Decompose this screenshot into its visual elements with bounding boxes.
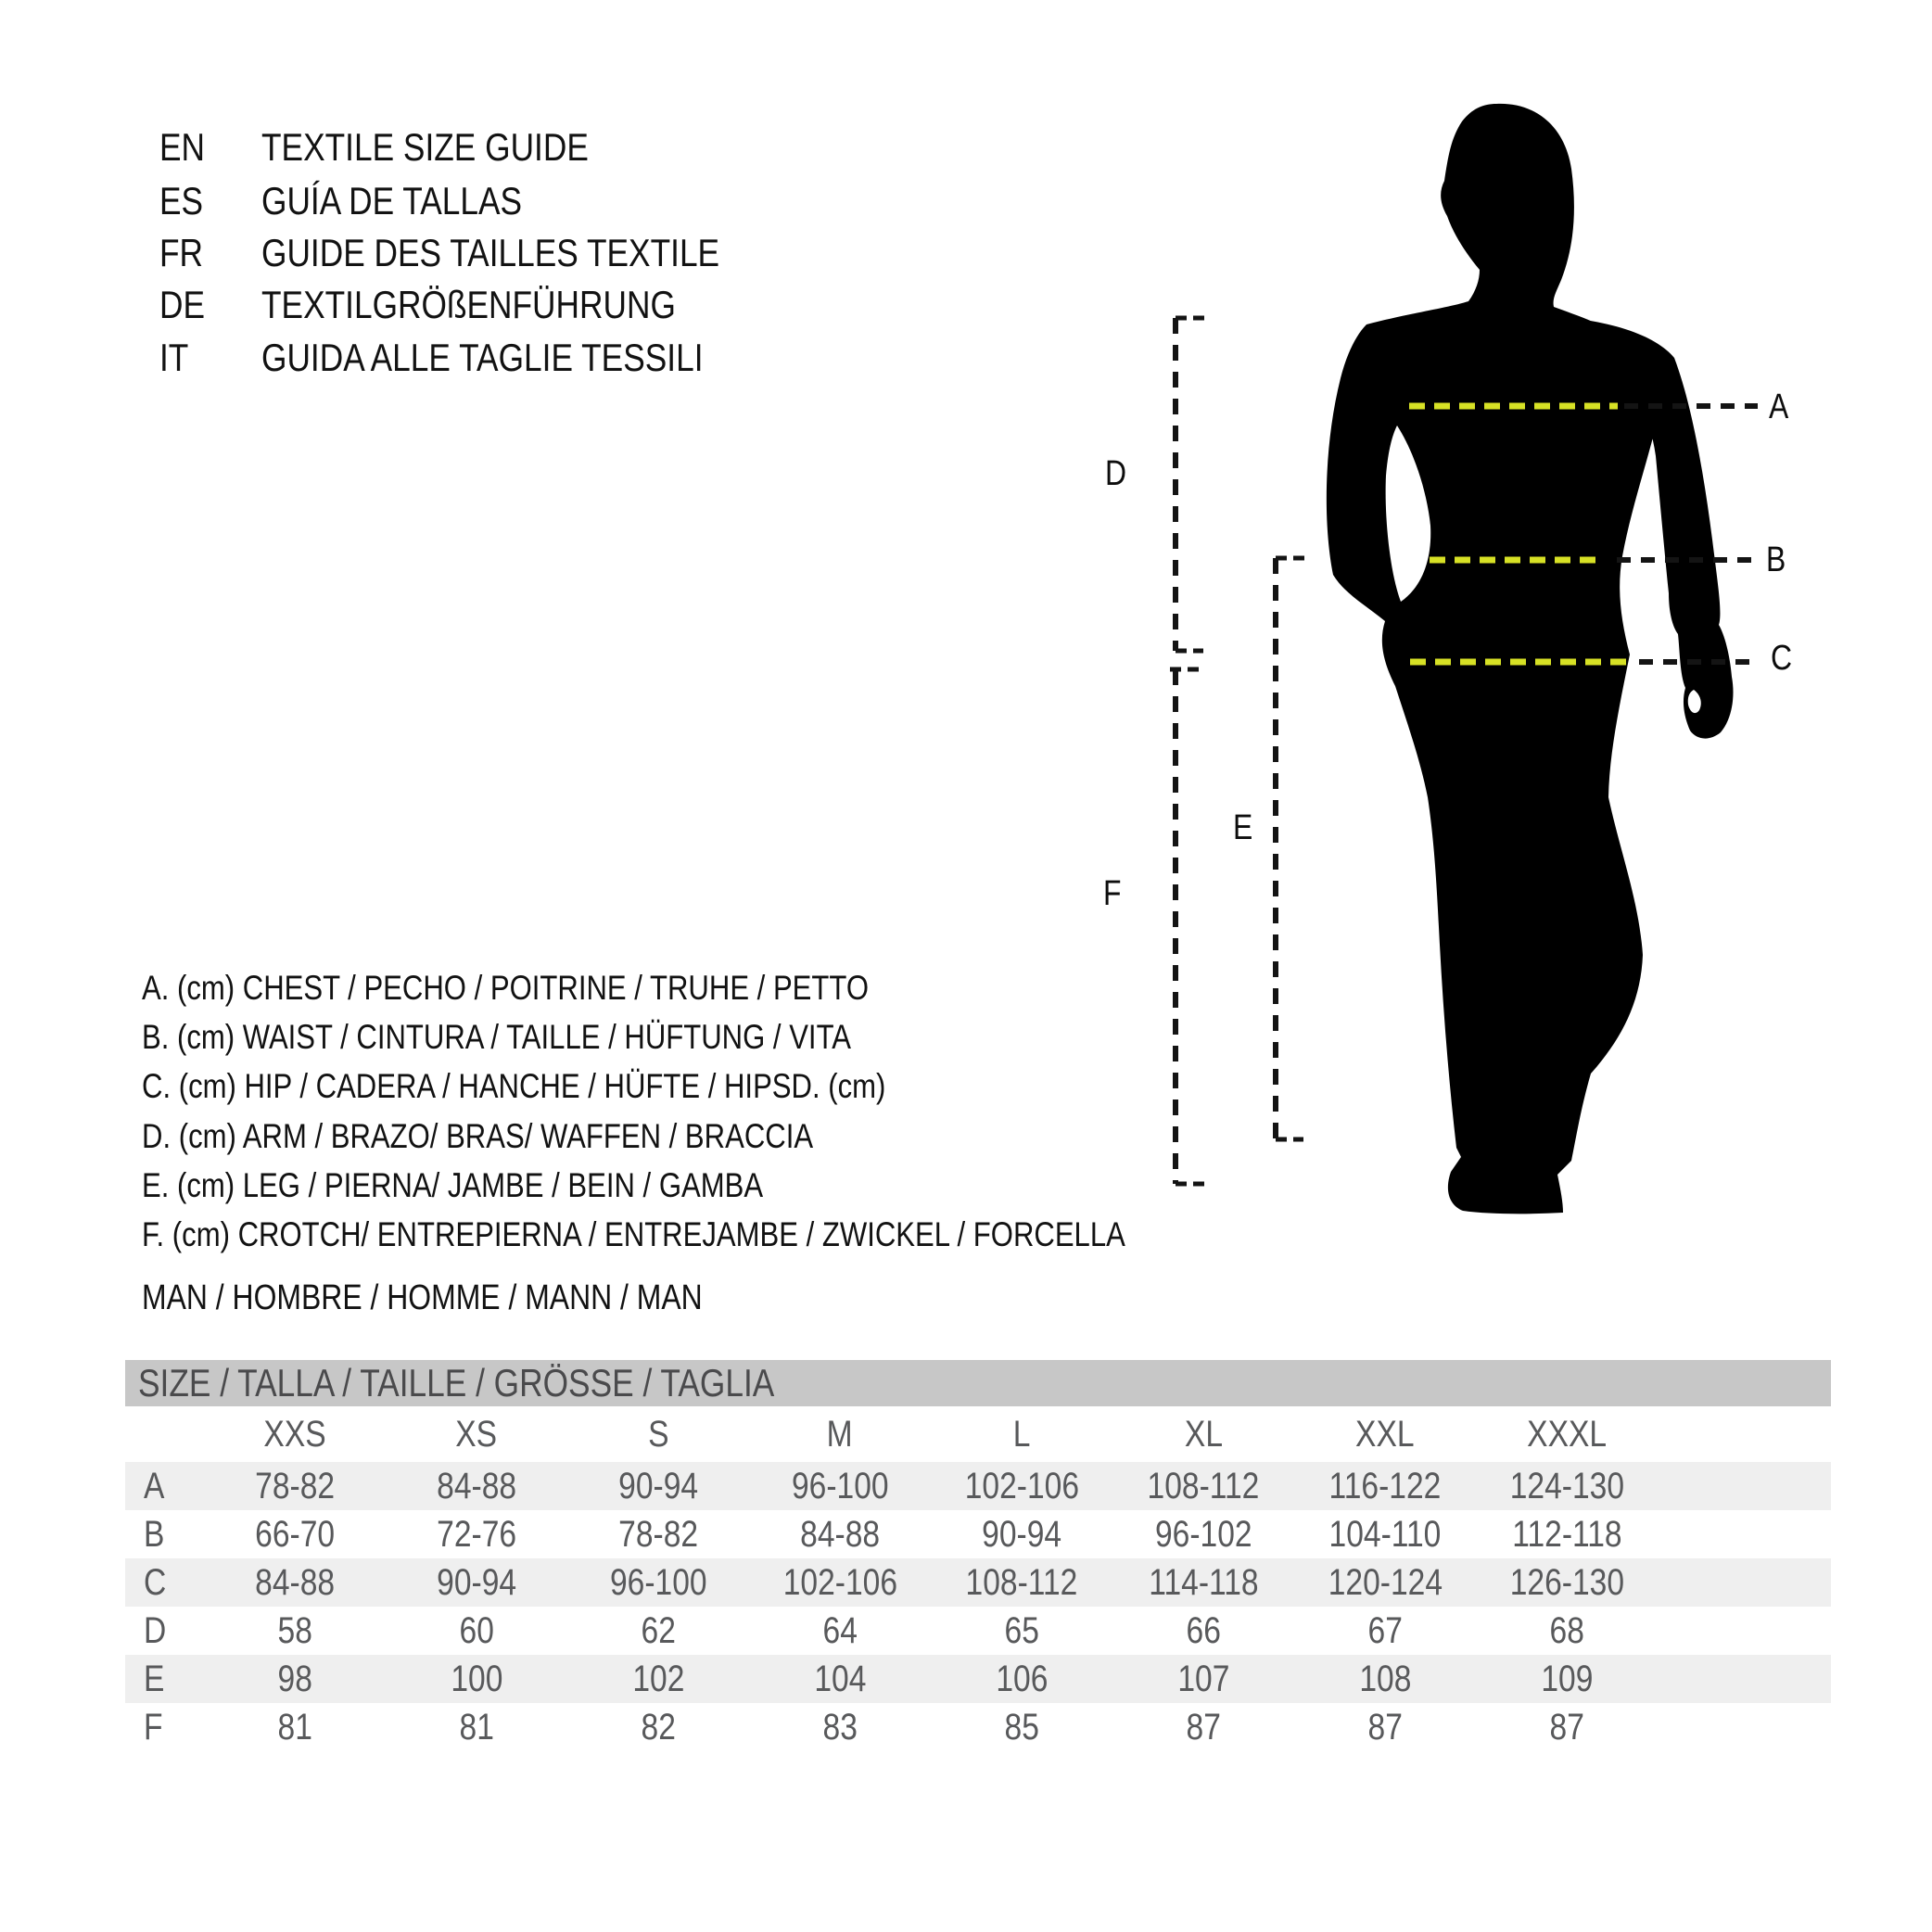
table-cell: 104 [813,1658,867,1699]
table-cell: 108-112 [965,1561,1078,1603]
legend-text: D. (cm) ARM / BRAZO/ BRAS/ WAFFEN / BRACCIA [142,1117,814,1155]
marker-chest-label: A [1769,388,1789,426]
lang-code: DE [159,283,206,326]
legend-item-arm [142,1114,941,1159]
table-cell: 81 [459,1706,494,1748]
table-cell: 96-100 [609,1561,707,1603]
legend-text: F. (cm) CROTCH/ ENTREPIERNA / ENTREJAMBE / ZWICKEL / FORCELLA [142,1215,1125,1253]
table-cell: 81 [277,1706,312,1748]
table-cell: 72-76 [437,1513,516,1555]
marker-hip [1771,640,1796,677]
row-label: E [144,1658,165,1699]
row-label: B [144,1513,165,1555]
table-cell: 107 [1176,1658,1230,1699]
row-label: A [144,1465,165,1506]
size-table [125,1360,1831,1751]
guide-title: GUIDE DES TAILLES TEXTILE [261,231,720,274]
marker-arm-label: D [1105,454,1127,493]
table-cell: 90-94 [982,1513,1061,1555]
legend-item-hip [142,1064,1027,1109]
table-cell: 112-118 [1511,1513,1622,1555]
table-cell: 114-118 [1148,1561,1259,1603]
table-cell: 64 [822,1609,858,1651]
table-cell: 96-100 [791,1465,889,1506]
table-cell: 100 [450,1658,503,1699]
table-cell: 102-106 [782,1561,897,1603]
row-label: C [144,1561,167,1603]
table-cell: 104-110 [1328,1513,1442,1555]
table-cell: 108-112 [1147,1465,1260,1506]
table-cell: 87 [1186,1706,1221,1748]
table-cell: 84-88 [255,1561,335,1603]
row-label: D [144,1609,167,1651]
table-cell: 60 [459,1609,494,1651]
table-cell: 84-88 [437,1465,516,1506]
table-cell: 78-82 [618,1513,698,1555]
legend-item-waist [142,1015,986,1060]
legend-item-chest [142,966,1007,1010]
column-header: XXXL [1527,1413,1607,1455]
marker-crotch [1103,875,1125,912]
table-cell: 66 [1186,1609,1221,1651]
marker-hip-label: C [1771,639,1793,678]
table-row-waist [125,1510,1831,1558]
table-cell: 96-102 [1154,1513,1252,1555]
category-line [142,1276,809,1320]
table-cell: 65 [1004,1609,1039,1651]
table-cell: 67 [1367,1609,1403,1651]
table-cell: 90-94 [437,1561,516,1603]
table-cell: 126-130 [1509,1561,1624,1603]
category-line-text: MAN / HOMBRE / HOMME / MANN / MAN [142,1278,703,1317]
lang-code: IT [159,336,189,379]
table-row-leg [125,1655,1831,1703]
table-cell: 102 [631,1658,685,1699]
table-cell: 87 [1367,1706,1403,1748]
guide-title: TEXTILGRÖßENFÜHRUNG [261,283,676,326]
column-header: XL [1184,1413,1223,1455]
legend-item-crotch [142,1213,1313,1257]
table-cell: 98 [277,1658,312,1699]
table-cell: 102-106 [964,1465,1079,1506]
legend-text: A. (cm) CHEST / PECHO / POITRINE / TRUHE / PETTO [142,969,870,1007]
marker-arm [1105,455,1130,492]
guide-title: TEXTILE SIZE GUIDE [261,125,589,169]
table-row-hip [125,1558,1831,1607]
table-cell: 82 [641,1706,676,1748]
table-cell: 120-124 [1328,1561,1443,1603]
table-cell: 109 [1540,1658,1594,1699]
marker-waist [1766,541,1789,578]
column-header: XXL [1355,1413,1415,1455]
table-cell: 62 [641,1609,676,1651]
guide-title: GUÍA DE TALLAS [261,179,523,222]
legend-text: B. (cm) WAIST / CINTURA / TAILLE / HÜFTUNG / VITA [142,1018,851,1056]
table-cell: 90-94 [618,1465,698,1506]
marker-leg-label: E [1233,808,1253,847]
table-cell: 87 [1549,1706,1584,1748]
row-label: F [144,1706,163,1748]
table-cell: 85 [1004,1706,1039,1748]
legend-text: E. (cm) LEG / PIERNA/ JAMBE / BEIN / GAMBA [142,1166,764,1204]
column-header: XXS [263,1413,326,1455]
table-row-arm [125,1607,1831,1655]
marker-chest [1769,388,1792,426]
marker-waist-label: B [1766,540,1786,579]
table-row-crotch [125,1703,1831,1751]
lang-code: EN [159,125,206,169]
table-cell: 108 [1358,1658,1412,1699]
table-cell: 68 [1549,1609,1584,1651]
column-header: XS [455,1413,498,1455]
lang-code: FR [159,231,204,274]
table-row-chest [125,1462,1831,1510]
table-cell: 66-70 [255,1513,335,1555]
table-cell: 58 [277,1609,312,1651]
legend-item-leg [142,1163,882,1208]
table-cell: 84-88 [800,1513,880,1555]
column-header: S [647,1413,669,1455]
guide-title: GUIDA ALLE TAGLIE TESSILI [261,336,704,379]
table-cell: 124-130 [1509,1465,1624,1506]
table-cell: 83 [822,1706,858,1748]
size-table-title-bar [125,1360,1831,1406]
size-table-title: SIZE / TALLA / TAILLE / GRÖSSE / TAGLIA [138,1361,775,1405]
column-header: L [1012,1413,1031,1455]
marker-leg [1233,809,1256,846]
table-cell: 78-82 [255,1465,335,1506]
size-table-columns-row [125,1406,1831,1462]
table-cell: 116-122 [1328,1465,1442,1506]
legend-text: C. (cm) HIP / CADERA / HANCHE / HÜFTE / HIPSD. (cm) [142,1067,886,1105]
lang-code: ES [159,179,204,222]
marker-crotch-label: F [1103,874,1122,913]
table-cell: 106 [995,1658,1049,1699]
column-header: M [826,1413,853,1455]
